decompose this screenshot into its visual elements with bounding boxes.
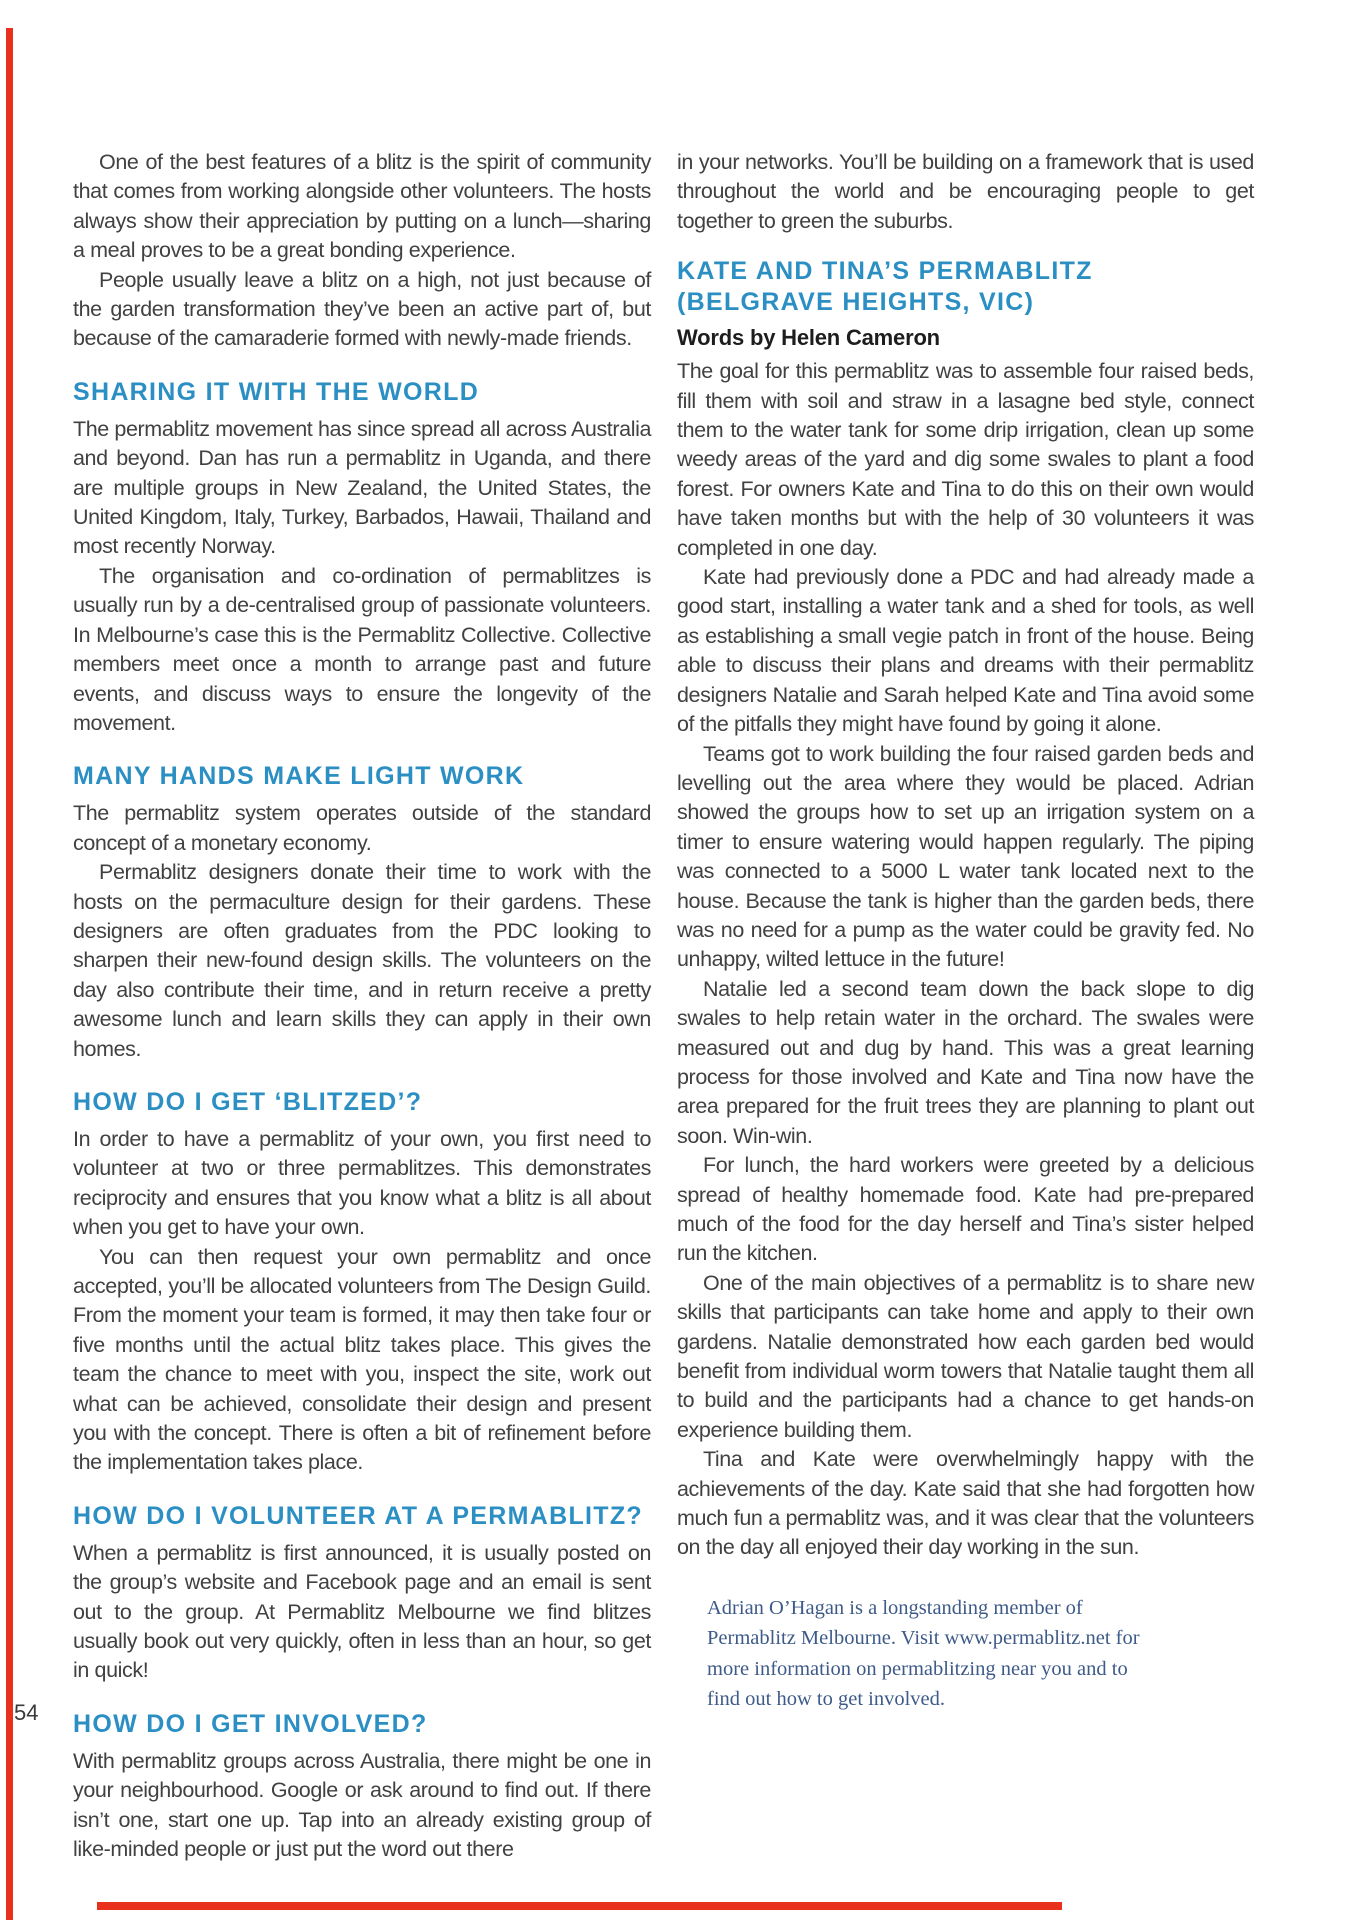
paragraph: The permablitz movement has since spread all across Australia and beyond. Dan has run a permablitz in Uganda, and there are multiple groups in New Zealand, the United States, the United Kingdom, Italy, Turkey, Barbados, Hawaii, Thailand and most recently Norway. (73, 416, 651, 559)
paragraph: The permablitz system operates outside of the standard concept of a monetary economy. (73, 801, 651, 855)
heading-how-do-i-get-blitzed: HOW DO I GET ‘BLITZED’? (73, 1087, 423, 1116)
paragraph: People usually leave a blitz on a high, not just because of the garden transformation they’ve been an active part of, but because of the camaraderie formed with newly-made friends. (73, 267, 651, 351)
paragraph: With permablitz groups across Australia, there might be one in your neighbourhood. Google or ask around to find out. If there isn’t one, start one up. Tap into an already existing group of like-minded people or just put the word out there (73, 1748, 651, 1862)
paragraph: Natalie led a second team down the back slope to dig swales to help retain water in the orchard. The swales were measured out and dug by hand. This was a great learning process for those involved and Kate and Tina now have the area prepared for the fruit trees they are planning to plant out soon. Win-win. (677, 976, 1254, 1148)
heading-sharing-it-with-the-world: SHARING IT WITH THE WORLD (73, 377, 480, 406)
left-column (73, 148, 651, 1865)
paragraph: One of the main objectives of a permablitz is to share new skills that participants can take home and apply to their own gardens. Natalie demonstrated how each garden bed would benefit from individual worm towers that Natalie taught them all to build and the participants had a chance to get hands-on experience building them. (677, 1270, 1254, 1442)
heading-how-do-i-volunteer: HOW DO I VOLUNTEER AT A PERMABLITZ? (73, 1501, 643, 1530)
heading-many-hands-make-light-work: MANY HANDS MAKE LIGHT WORK (73, 762, 525, 791)
paragraph: Teams got to work building the four raised garden beds and levelling out the area where they would be placed. Adrian showed the groups how to set up an irrigation system on a timer to ensure watering would happen regularly. The piping was connected to a 5000 L water tank located next to the house. Because the tank is higher than the garden beds, there was no need for a pump as the water could be gravity fed. No unhappy, wilted lettuce in the future! (677, 741, 1254, 972)
right-column (677, 148, 1254, 1715)
heading-line-1: KATE AND TINA’S PERMABLITZ (677, 257, 1093, 286)
paragraph: You can then request your own permablitz and once accepted, you’ll be allocated volunteers from The Design Guild. From the moment your team is formed, it may then take four or five months until the actual blitz takes place. This gives the team the chance to meet with you, inspect the site, work out what can be achieved, consolidate their design and present you with the concept. There is often a bit of refinement before the implementation takes place. (73, 1244, 651, 1475)
paragraph: Permablitz designers donate their time to work with the hosts on the permaculture design for their gardens. These designers are often graduates from the PDC looking to sharpen their new-found design skills. The volunteers on the day also contribute their time, and in return receive a pretty awesome lunch and learn skills they can apply in their own homes. (73, 860, 651, 1061)
paragraph: One of the best features of a blitz is the spirit of community that comes from working alongside other volunteers. The hosts always show their appreciation by putting on a lunch—sharing a meal proves to be a great bonding experience. (73, 150, 651, 263)
paragraph: For lunch, the hard workers were greeted by a delicious spread of healthy homemade food. Kate had pre-prepared much of the food for the day herself and Tina’s sister helped run the kitchen. (677, 1153, 1254, 1266)
paragraph: In order to have a permablitz of your own, you first need to volunteer at two or three permablitzes. This demonstrates reciprocity and ensures that you know what a blitz is all about when you get to have your own. (73, 1126, 651, 1240)
author-credit: Adrian O’Hagan is a longstanding member of Permablitz Melbourne. Visit www.permablitz.net for more information on permablitzing near you and to find out how to get involved. (707, 1596, 1140, 1711)
paragraph: Kate had previously done a PDC and had already made a good start, installing a water tank and a shed for tools, as well as establishing a small vegie patch in front of the house. Being able to discuss their plans and dreams with their permablitz designers Natalie and Sarah helped Kate and Tina avoid some of the pitfalls they might have found by going it alone. (677, 565, 1254, 737)
paragraph: When a permablitz is first announced, it is usually posted on the group’s website and Facebook page and an email is sent out to the group. At Permablitz Melbourne we find blitzes usually book out very quickly, often in less than an hour, so get in quick! (73, 1540, 651, 1683)
paragraph: in your networks. You’ll be building on a framework that is used throughout the world and be encouraging people to get together to green the suburbs. (677, 150, 1254, 233)
red-bleed-line-left (6, 28, 13, 1920)
heading-line-2: (BELGRAVE HEIGHTS, VIC) (677, 288, 1035, 317)
paragraph: The organisation and co-ordination of permablitzes is usually run by a de-centralised group of passionate volunteers. In Melbourne’s case this is the Permablitz Collective. Collective members meet once a month to arrange past and future events, and discuss ways to ensure the longevity of the movement. (73, 563, 651, 735)
page-number: 54 (14, 1700, 39, 1725)
red-bleed-line-bottom (97, 1902, 1062, 1910)
heading-kate-and-tinas-permablitz (677, 256, 1254, 318)
heading-how-do-i-get-involved: HOW DO I GET INVOLVED? (73, 1709, 428, 1738)
byline: Words by Helen Cameron (677, 325, 940, 351)
paragraph: Tina and Kate were overwhelmingly happy with the achievements of the day. Kate said that she had forgotten how much fun a permablitz was, and it was clear that the volunteers on the day all enjoyed their day working in the sun. (677, 1447, 1254, 1560)
paragraph: The goal for this permablitz was to assemble four raised beds, fill them with soil and straw in a lasagne bed style, connect them to the water tank for some drip irrigation, clean up some weedy areas of the yard and dig some swales to plant a food forest. For owners Kate and Tina to do this on their own would have taken months but with the help of 30 volunteers it was completed in one day. (677, 359, 1254, 560)
